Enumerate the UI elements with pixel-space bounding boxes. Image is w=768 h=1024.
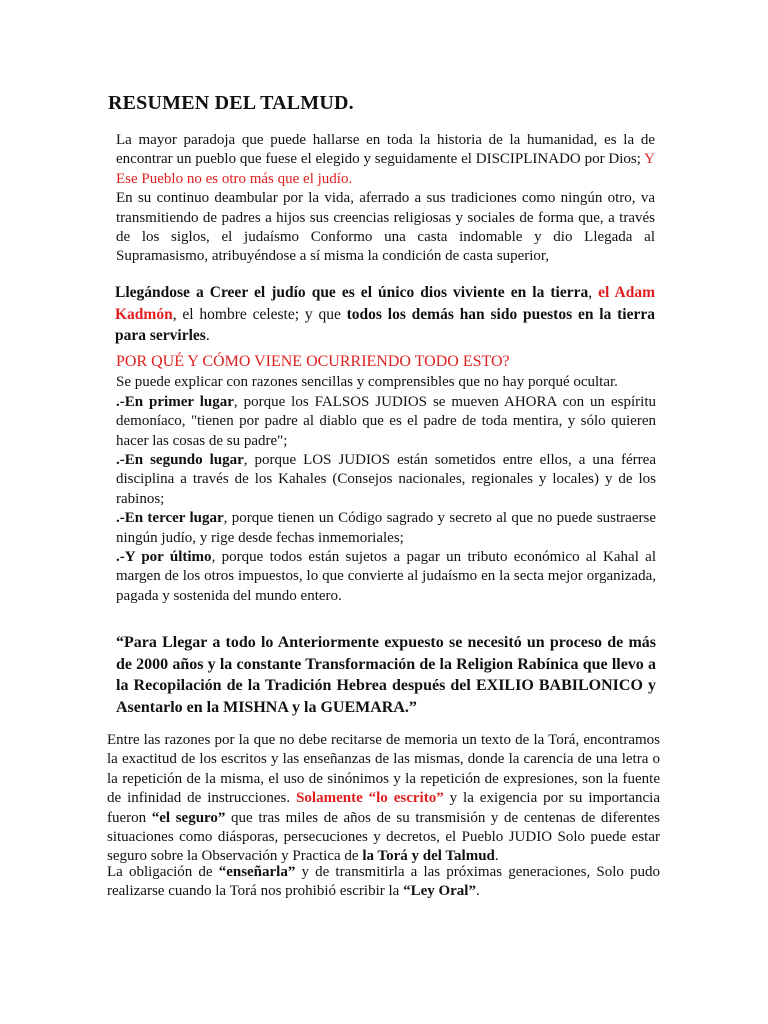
text-span: y de transmitirla a las próximas generaciones, Solo pudo realizarse cuando la Torá nos prohibió escribir la: [107, 864, 661, 900]
text-span: .: [205, 327, 210, 344]
reason-item: [116, 393, 656, 451]
text-span: que tras miles de años de su transmisión y de centenas de diferentes situaciones como diásporas, persecuciones y decretos, el Pueblo JUDIO Solo puede estar seguro sobre la Observación y Practica de: [107, 809, 660, 865]
reason-item: [116, 548, 656, 606]
bold-text: “enseñarla”: [218, 864, 296, 880]
paragraph-intro: [116, 131, 655, 267]
bold-text: “el seguro”: [151, 809, 226, 826]
text-span: La mayor paradoja que puede hallarse en toda la historia de la humanidad, es la de encontrar un pueblo que fuese el elegido y seguidamente el DISCIPLINADO por Dios;: [116, 132, 655, 168]
bold-text: la Torá y del Talmud: [362, 848, 495, 865]
paragraph-tora: [107, 731, 660, 867]
reason-item: [116, 451, 656, 509]
section-heading: POR QUÉ Y CÓMO VIENE OCURRIENDO TODO ESTO?: [116, 353, 510, 370]
reason-text: , porque tienen un Código sagrado y secreto al que no puede sustraerse ningún judío, y rige desde fechas inmemoriales;: [116, 510, 656, 546]
page-title: RESUMEN DEL TALMUD.: [108, 92, 354, 114]
highlight-red-text: el Adam Kadmón: [115, 284, 655, 323]
text-span: La obligación de: [107, 864, 219, 880]
reason-label: .-En segundo lugar: [116, 452, 244, 469]
paragraph-adam-kadmon: [115, 282, 655, 347]
text-span: .: [494, 848, 499, 865]
text-span: ,: [588, 284, 599, 301]
bold-text: Llegándose a Creer el judío que es el único dios viviente en la tierra: [115, 284, 589, 301]
reason-text: , porque LOS JUDIOS están sometidos entre ellos, a una férrea disciplina a través de los Kahales (Consejos nacionales, regionales y locales) y de los rabinos;: [116, 452, 656, 507]
bold-text: “Ley Oral”: [403, 883, 476, 900]
text-span: En su continuo deambular por la vida, aferrado a sus tradiciones como ningún otro, va transmitiendo de padres a hijos sus creencias religiosas y sociales de forma que, a través de los siglos, el judaísmo Conformo una casta indomable y dio Llegada al Supramasismo, atribuyéndose a sí misma la condición de casta superior,: [116, 190, 655, 265]
text-span: , el hombre celeste; y que: [172, 305, 347, 323]
highlight-red-text: Solamente “lo escrito”: [296, 790, 444, 807]
text-span: .: [475, 883, 480, 900]
reason-label: .-Y por último: [116, 549, 212, 566]
highlight-red-text: Y Ese Pueblo no es otro más que el judío.: [116, 151, 655, 187]
reason-item: [116, 509, 656, 548]
quote-block: “Para Llegar a todo lo Anteriormente expuesto se necesitó un proceso de más de 2000 años y la constante Transformación de la Religion Rabínica que llevo a la Recopilación de la Tradición Hebrea después del EXILIO BABILONICO y Asentarlo en la MISHNA y la GUEMARA.”: [116, 634, 656, 716]
reason-text: , porque todos están sujetos a pagar un tributo económico al Kahal al margen de los otros impuestos, lo que convierte al judaísmo en la secta mejor organizada, pagada y sostenida del mundo entero.: [116, 549, 657, 604]
reasons-intro: Se puede explicar con razones sencillas y comprensibles que no hay porqué ocultar.: [116, 374, 618, 391]
text-span: y la exigencia por su importancia fueron: [107, 790, 660, 826]
section-reasons: [116, 352, 656, 606]
paragraph-ley-oral: [107, 863, 660, 902]
bold-text: todos los demás han sido puestos en la tierra para servirles: [115, 305, 655, 344]
reason-label: .-En tercer lugar: [116, 510, 224, 527]
reason-label: .-En primer lugar: [116, 393, 234, 410]
text-span: Entre las razones por la que no debe recitarse de memoria un texto de la Torá, encontramos la exactitud de los escritos y las enseñanzas de las mismas, donde la carencia de una letra o la repetición de la misma, el uso de sinónimos y la repetición de expresiones, son la fuente de infinidad de instrucciones.: [107, 732, 660, 807]
reason-text: , porque los FALSOS JUDIOS se mueven AHORA con un espíritu demoníaco, "tienen por padre al diablo que es el padre de toda mentira, y sólo quieren hacer las cosas de su padre";: [116, 393, 656, 449]
